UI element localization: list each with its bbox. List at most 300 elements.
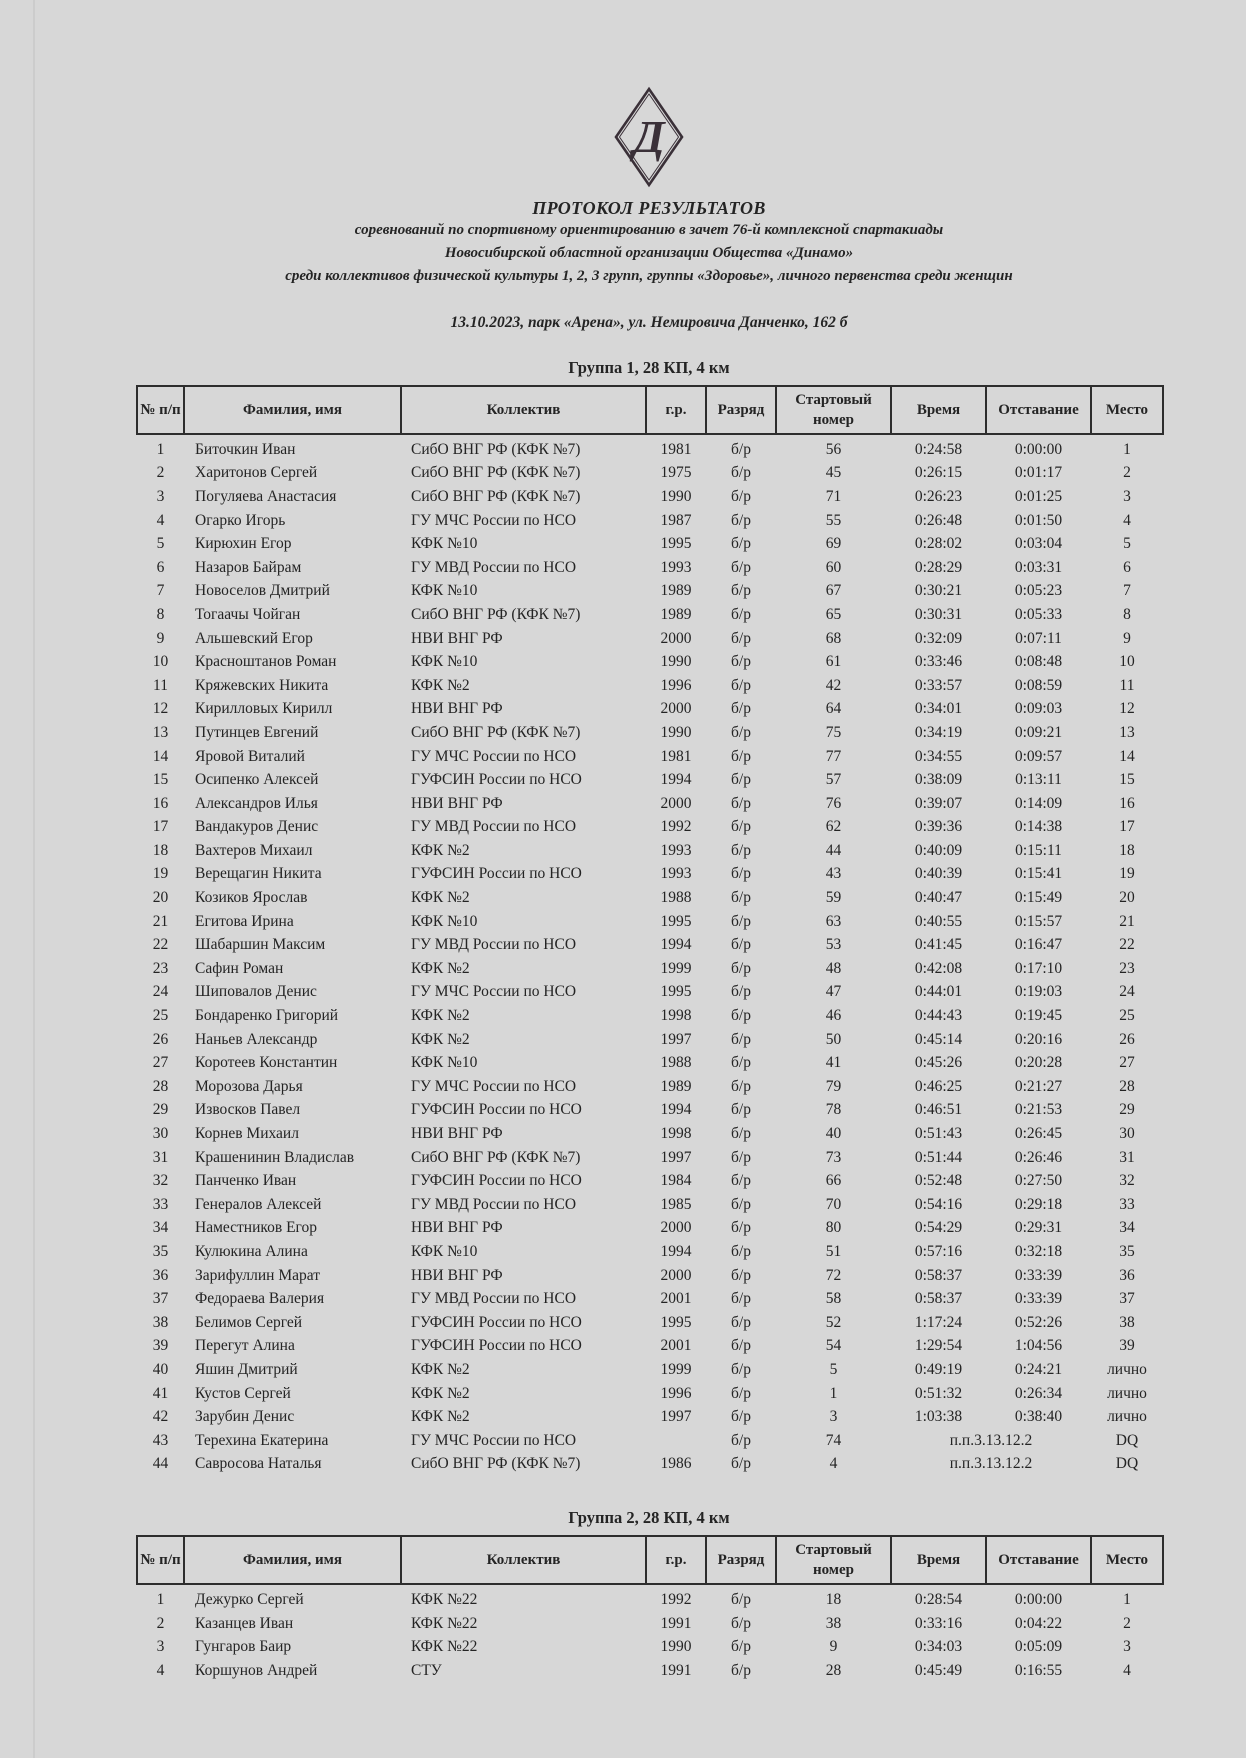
cell-team: КФК №2 bbox=[411, 1360, 470, 1378]
cell-time: 1:03:38 bbox=[914, 1408, 963, 1426]
table-row bbox=[137, 1405, 1163, 1429]
results-group bbox=[136, 358, 1162, 1476]
cell-name: Зарубин Денис bbox=[195, 1408, 295, 1426]
table-row bbox=[137, 1146, 1163, 1170]
cell-n: 27 bbox=[152, 1054, 169, 1072]
column-header-n: № п/п bbox=[137, 1536, 184, 1584]
cell-bib: 78 bbox=[825, 1101, 842, 1119]
cell-place: 15 bbox=[1119, 771, 1135, 789]
cell-time: 1:29:54 bbox=[914, 1337, 963, 1355]
cell-n: 29 bbox=[152, 1101, 169, 1119]
cell-time: 0:30:21 bbox=[914, 582, 963, 600]
cell-team: КФК №2 bbox=[411, 676, 470, 694]
cell-bib: 53 bbox=[825, 936, 842, 954]
cell-gap: 0:26:46 bbox=[1014, 1148, 1063, 1166]
cell-n: 2 bbox=[156, 1614, 165, 1632]
cell-yob: 1999 bbox=[660, 1360, 692, 1378]
cell-name: Кирилловых Кирилл bbox=[195, 700, 333, 718]
cell-gap: 0:19:45 bbox=[1014, 1007, 1063, 1025]
cell-n: 42 bbox=[152, 1408, 169, 1426]
cell-name: Кулюкина Алина bbox=[195, 1242, 308, 1260]
cell-name: Казанцев Иван bbox=[195, 1614, 294, 1632]
cell-place: 24 bbox=[1119, 983, 1135, 1001]
header-row bbox=[137, 1536, 1163, 1584]
cell-team: ГУФСИН России по НСО bbox=[411, 865, 582, 883]
cell-yob: 2000 bbox=[660, 700, 692, 718]
cell-gap: 0:09:21 bbox=[1014, 723, 1063, 741]
cell-n: 34 bbox=[152, 1219, 169, 1237]
cell-name: Крашенинин Владислав bbox=[195, 1148, 355, 1166]
cell-bib: 46 bbox=[825, 1007, 842, 1025]
cell-yob: 1991 bbox=[660, 1661, 692, 1679]
table-row bbox=[137, 1051, 1163, 1075]
cell-gap: 0:00:00 bbox=[1014, 440, 1063, 458]
cell-place: 1 bbox=[1123, 440, 1131, 458]
cell-place: 36 bbox=[1119, 1266, 1135, 1284]
cell-gap: 0:05:09 bbox=[1014, 1638, 1063, 1656]
cell-team: ГУ МВД России по НСО bbox=[411, 936, 577, 954]
cell-name: Вандакуров Денис bbox=[195, 818, 319, 836]
cell-yob: 1995 bbox=[660, 912, 692, 930]
cell-yob: 1997 bbox=[660, 1030, 692, 1048]
cell-gap: 0:03:31 bbox=[1014, 558, 1063, 576]
cell-yob: 1995 bbox=[660, 535, 692, 553]
cell-name: Красноштанов Роман bbox=[195, 653, 337, 671]
svg-text:Д: Д bbox=[633, 111, 665, 162]
cell-team: НВИ ВНГ РФ bbox=[411, 1219, 503, 1237]
cell-rank: б/р bbox=[731, 1337, 751, 1355]
cell-team: СибО ВНГ РФ (КФК №7) bbox=[411, 487, 581, 505]
cell-n: 21 bbox=[152, 912, 169, 930]
cell-name: Белимов Сергей bbox=[195, 1313, 303, 1331]
document-subtitle-line-2: Новосибирской областной организации Общества «Динамо» bbox=[444, 245, 854, 261]
cell-name: Морозова Дарья bbox=[195, 1077, 303, 1095]
cell-team: ГУ МЧС России по НСО bbox=[411, 983, 577, 1001]
table-row bbox=[137, 1122, 1163, 1146]
column-header-rank: Разряд bbox=[706, 1536, 776, 1584]
cell-gap: 0:15:57 bbox=[1014, 912, 1063, 930]
cell-rank: б/р bbox=[731, 865, 751, 883]
cell-team: ГУ МЧС России по НСО bbox=[411, 1077, 577, 1095]
cell-n: 38 bbox=[152, 1313, 169, 1331]
cell-place: лично bbox=[1107, 1408, 1147, 1426]
cell-team: ГУ МЧС России по НСО bbox=[411, 511, 577, 529]
cell-team: НВИ ВНГ РФ bbox=[411, 700, 503, 718]
cell-rank: б/р bbox=[731, 1007, 751, 1025]
cell-n: 11 bbox=[153, 676, 168, 694]
table-row bbox=[137, 1358, 1163, 1382]
cell-n: 30 bbox=[152, 1125, 169, 1143]
cell-yob: 2000 bbox=[660, 629, 692, 647]
table-row bbox=[137, 1635, 1163, 1659]
cell-rank: б/р bbox=[731, 487, 751, 505]
cell-time: 0:34:01 bbox=[914, 700, 963, 718]
table-row bbox=[137, 886, 1163, 910]
cell-gap: 0:16:47 bbox=[1014, 936, 1063, 954]
cell-rank: б/р bbox=[731, 1431, 751, 1449]
cell-time: 0:30:31 bbox=[914, 605, 963, 623]
cell-gap: 0:00:00 bbox=[1014, 1590, 1063, 1608]
cell-name: Погуляева Анастасия bbox=[195, 487, 337, 505]
cell-n: 33 bbox=[152, 1195, 169, 1213]
cell-rank: б/р bbox=[731, 582, 751, 600]
cell-team: ГУ МВД России по НСО bbox=[411, 818, 577, 836]
cell-team: КФК №2 bbox=[411, 841, 470, 859]
cell-team: КФК №10 bbox=[411, 535, 478, 553]
table-row bbox=[137, 1169, 1163, 1193]
cell-rank: б/р bbox=[731, 700, 751, 718]
cell-name: Гунгаров Баир bbox=[195, 1638, 292, 1656]
cell-team: КФК №10 bbox=[411, 1054, 478, 1072]
cell-yob: 1981 bbox=[660, 440, 692, 458]
column-header-yob: г.р. bbox=[646, 386, 706, 434]
cell-n: 4 bbox=[156, 1661, 165, 1679]
cell-rank: б/р bbox=[731, 912, 751, 930]
cell-place: 27 bbox=[1119, 1054, 1135, 1072]
cell-yob: 1996 bbox=[660, 676, 692, 694]
cell-yob: 1989 bbox=[660, 582, 692, 600]
table-row bbox=[137, 674, 1163, 698]
cell-rank: б/р bbox=[731, 1172, 751, 1190]
cell-place: 4 bbox=[1123, 511, 1131, 529]
cell-rank: б/р bbox=[731, 653, 751, 671]
cell-name: Яровой Виталий bbox=[195, 747, 305, 765]
cell-time: 0:51:43 bbox=[914, 1125, 963, 1143]
cell-bib: 77 bbox=[825, 747, 842, 765]
cell-n: 23 bbox=[152, 959, 169, 977]
table-row bbox=[137, 1659, 1163, 1683]
cell-name: Яшин Дмитрий bbox=[195, 1360, 298, 1378]
cell-team: ГУФСИН России по НСО bbox=[411, 1313, 582, 1331]
cell-place: DQ bbox=[1115, 1455, 1139, 1473]
cell-name: Панченко Иван bbox=[195, 1172, 297, 1190]
cell-n: 3 bbox=[156, 487, 165, 505]
cell-n: 2 bbox=[156, 464, 165, 482]
cell-n: 15 bbox=[152, 771, 169, 789]
cell-rank: б/р bbox=[731, 440, 751, 458]
cell-yob: 1990 bbox=[660, 723, 692, 741]
cell-place: DQ bbox=[1115, 1431, 1139, 1449]
cell-n: 37 bbox=[152, 1290, 169, 1308]
cell-rank: б/р bbox=[731, 1290, 751, 1308]
table-row bbox=[137, 462, 1163, 486]
cell-team: КФК №22 bbox=[411, 1638, 478, 1656]
cell-n: 19 bbox=[152, 865, 169, 883]
cell-bib: 41 bbox=[825, 1054, 842, 1072]
cell-team: ГУ МВД России по НСО bbox=[411, 1290, 577, 1308]
cell-rank: б/р bbox=[731, 629, 751, 647]
cell-yob: 2000 bbox=[660, 1219, 692, 1237]
cell-gap: 0:01:17 bbox=[1014, 464, 1063, 482]
cell-time: 0:38:09 bbox=[914, 771, 963, 789]
cell-team: КФК №2 bbox=[411, 1030, 470, 1048]
table-row bbox=[137, 509, 1163, 533]
cell-time: 0:24:58 bbox=[914, 440, 963, 458]
cell-bib: 59 bbox=[825, 889, 842, 907]
cell-time: 0:46:51 bbox=[914, 1101, 963, 1119]
cell-place: 3 bbox=[1123, 1638, 1131, 1656]
cell-n: 44 bbox=[152, 1455, 169, 1473]
cell-n: 12 bbox=[152, 700, 169, 718]
cell-n: 16 bbox=[152, 794, 169, 812]
cell-bib: 50 bbox=[825, 1030, 842, 1048]
cell-bib: 40 bbox=[825, 1125, 842, 1143]
cell-rank: б/р bbox=[731, 723, 751, 741]
table-row bbox=[137, 1075, 1163, 1099]
table-row bbox=[137, 863, 1163, 887]
cell-place: лично bbox=[1107, 1360, 1147, 1378]
cell-place: 1 bbox=[1123, 1590, 1131, 1608]
cell-team: ГУФСИН России по НСО bbox=[411, 1101, 582, 1119]
cell-gap: 0:08:48 bbox=[1014, 653, 1063, 671]
cell-bib: 66 bbox=[825, 1172, 842, 1190]
table-row bbox=[137, 910, 1163, 934]
cell-team: ГУФСИН России по НСО bbox=[411, 771, 582, 789]
column-header-bib: Стартовый номер bbox=[776, 1536, 891, 1584]
cell-place: 22 bbox=[1119, 936, 1135, 954]
cell-gap: 0:33:39 bbox=[1014, 1290, 1063, 1308]
cell-rank: б/р bbox=[731, 1195, 751, 1213]
column-header-bib: Стартовый номер bbox=[776, 386, 891, 434]
cell-rank: б/р bbox=[731, 1125, 751, 1143]
cell-n: 5 bbox=[156, 535, 165, 553]
cell-time: 0:57:16 bbox=[914, 1242, 963, 1260]
table-row bbox=[137, 1240, 1163, 1264]
cell-time: 0:44:43 bbox=[914, 1007, 963, 1025]
cell-yob: 1993 bbox=[660, 558, 692, 576]
cell-name: Зарифуллин Марат bbox=[195, 1266, 321, 1284]
cell-name: Путинцев Евгений bbox=[195, 723, 319, 741]
cell-rank: б/р bbox=[731, 535, 751, 553]
cell-bib: 51 bbox=[825, 1242, 842, 1260]
cell-gap: 0:05:33 bbox=[1014, 605, 1063, 623]
cell-rank: б/р bbox=[731, 511, 751, 529]
table-row bbox=[137, 1584, 1163, 1612]
cell-time: 0:45:26 bbox=[914, 1054, 963, 1072]
cell-yob: 1986 bbox=[660, 1455, 692, 1473]
table-row bbox=[137, 1004, 1163, 1028]
cell-time: 0:51:32 bbox=[914, 1384, 963, 1402]
cell-place: 19 bbox=[1119, 865, 1135, 883]
cell-place: 10 bbox=[1119, 653, 1135, 671]
cell-name: Генералов Алексей bbox=[195, 1195, 322, 1213]
cell-time: 0:28:29 bbox=[914, 558, 963, 576]
cell-yob: 1989 bbox=[660, 1077, 692, 1095]
cell-time: 0:28:02 bbox=[914, 535, 963, 553]
cell-bib: 45 bbox=[825, 464, 842, 482]
cell-bib: 72 bbox=[825, 1266, 842, 1284]
column-header-yob: г.р. bbox=[646, 1536, 706, 1584]
event-date-location: 13.10.2023, парк «Арена», ул. Немировича Данченко, 162 б bbox=[450, 314, 848, 331]
cell-place: 13 bbox=[1119, 723, 1135, 741]
cell-name: Федораева Валерия bbox=[195, 1290, 325, 1308]
cell-time: 0:32:09 bbox=[914, 629, 963, 647]
cell-yob: 1999 bbox=[660, 959, 692, 977]
cell-rank: б/р bbox=[731, 889, 751, 907]
cell-time: 0:45:14 bbox=[914, 1030, 963, 1048]
cell-gap: 0:15:11 bbox=[1015, 841, 1062, 859]
cell-n: 43 bbox=[152, 1431, 169, 1449]
cell-name: Кряжевских Никита bbox=[195, 676, 329, 694]
cell-yob: 1998 bbox=[660, 1007, 692, 1025]
cell-name: Козиков Ярослав bbox=[195, 889, 308, 907]
cell-name: Новоселов Дмитрий bbox=[195, 582, 330, 600]
column-header-name: Фамилия, имя bbox=[184, 386, 401, 434]
table-row bbox=[137, 1217, 1163, 1241]
cell-bib: 42 bbox=[825, 676, 842, 694]
cell-yob: 1994 bbox=[660, 771, 692, 789]
cell-team: ГУ МЧС России по НСО bbox=[411, 1431, 577, 1449]
cell-time: 0:39:36 bbox=[914, 818, 963, 836]
cell-n: 28 bbox=[152, 1077, 169, 1095]
cell-n: 36 bbox=[152, 1266, 169, 1284]
group-title: Группа 2, 28 КП, 4 км bbox=[568, 1508, 730, 1528]
cell-team: НВИ ВНГ РФ bbox=[411, 629, 503, 647]
cell-n: 1 bbox=[156, 440, 165, 458]
cell-rank: б/р bbox=[731, 1266, 751, 1284]
cell-place: 14 bbox=[1119, 747, 1135, 765]
cell-rank: б/р bbox=[731, 1313, 751, 1331]
column-header-time: Время bbox=[891, 386, 986, 434]
document-content bbox=[136, 0, 1162, 1683]
cell-rank: б/р bbox=[731, 1030, 751, 1048]
cell-rank: б/р bbox=[731, 1638, 751, 1656]
cell-time: 0:34:19 bbox=[914, 723, 963, 741]
cell-bib: 63 bbox=[825, 912, 842, 930]
cell-time: 0:40:39 bbox=[914, 865, 963, 883]
cell-yob: 1994 bbox=[660, 1242, 692, 1260]
cell-team: СибО ВНГ РФ (КФК №7) bbox=[411, 1455, 581, 1473]
cell-place: 6 bbox=[1123, 558, 1131, 576]
cell-name: Тогаачы Чойган bbox=[195, 605, 301, 623]
cell-gap: 0:15:41 bbox=[1014, 865, 1063, 883]
cell-place: 26 bbox=[1119, 1030, 1135, 1048]
cell-bib: 69 bbox=[825, 535, 842, 553]
cell-team: КФК №2 bbox=[411, 889, 470, 907]
cell-team: КФК №2 bbox=[411, 1408, 470, 1426]
table-row bbox=[137, 1028, 1163, 1052]
cell-place: 18 bbox=[1119, 841, 1135, 859]
cell-yob: 1997 bbox=[660, 1148, 692, 1166]
cell-bib: 58 bbox=[825, 1290, 842, 1308]
cell-bib: 1 bbox=[829, 1384, 838, 1402]
table-row bbox=[137, 816, 1163, 840]
cell-rank: б/р bbox=[731, 1360, 751, 1378]
table-row bbox=[137, 1287, 1163, 1311]
table-row bbox=[137, 1612, 1163, 1636]
cell-n: 1 bbox=[156, 1590, 165, 1608]
cell-bib: 52 bbox=[825, 1313, 842, 1331]
cell-gap: 0:16:55 bbox=[1014, 1661, 1063, 1679]
cell-name: Терехина Екатерина bbox=[195, 1431, 329, 1449]
cell-n: 18 bbox=[152, 841, 169, 859]
cell-n: 13 bbox=[152, 723, 169, 741]
cell-place: 33 bbox=[1119, 1195, 1135, 1213]
cell-n: 22 bbox=[152, 936, 169, 954]
cell-n: 24 bbox=[152, 983, 169, 1001]
cell-place: 8 bbox=[1123, 605, 1131, 623]
cell-place: 29 bbox=[1119, 1101, 1135, 1119]
results-table bbox=[136, 1535, 1164, 1682]
cell-place: 32 bbox=[1119, 1172, 1135, 1190]
table-row bbox=[137, 532, 1163, 556]
cell-place: 23 bbox=[1119, 959, 1135, 977]
dynamo-logo bbox=[136, 0, 1162, 188]
cell-name: Егитова Ирина bbox=[195, 912, 294, 930]
cell-bib: 76 bbox=[825, 794, 842, 812]
cell-place: 5 bbox=[1123, 535, 1131, 553]
cell-name: Дежурко Сергей bbox=[195, 1590, 304, 1608]
cell-place: лично bbox=[1107, 1384, 1147, 1402]
cell-gap: 0:29:31 bbox=[1014, 1219, 1063, 1237]
cell-n: 26 bbox=[152, 1030, 169, 1048]
cell-time: 0:58:37 bbox=[914, 1290, 963, 1308]
cell-rank: б/р bbox=[731, 1077, 751, 1095]
cell-place: 12 bbox=[1119, 700, 1135, 718]
cell-time: 0:54:16 bbox=[914, 1195, 963, 1213]
cell-bib: 62 bbox=[825, 818, 842, 836]
cell-bib: 79 bbox=[825, 1077, 842, 1095]
cell-yob: 2001 bbox=[660, 1290, 692, 1308]
cell-bib: 56 bbox=[825, 440, 842, 458]
results-group bbox=[136, 1508, 1162, 1682]
document-subtitle-line-1: соревнований по спортивному ориентированию в зачет 76-й комплексной спартакиады bbox=[354, 222, 944, 238]
cell-gap: 1:04:56 bbox=[1014, 1337, 1063, 1355]
cell-n: 41 bbox=[152, 1384, 169, 1402]
cell-yob: 2001 bbox=[660, 1337, 692, 1355]
cell-place: 28 bbox=[1119, 1077, 1135, 1095]
cell-time: 0:45:49 bbox=[914, 1661, 963, 1679]
cell-yob: 1990 bbox=[660, 653, 692, 671]
cell-yob: 1989 bbox=[660, 605, 692, 623]
cell-gap: 0:20:28 bbox=[1014, 1054, 1063, 1072]
cell-team: КФК №2 bbox=[411, 1007, 470, 1025]
cell-name: Харитонов Сергей bbox=[195, 464, 318, 482]
cell-yob: 1993 bbox=[660, 865, 692, 883]
cell-time: 0:28:54 bbox=[914, 1590, 963, 1608]
cell-name: Кустов Сергей bbox=[195, 1384, 291, 1402]
column-header-place: Место bbox=[1091, 386, 1163, 434]
cell-team: НВИ ВНГ РФ bbox=[411, 794, 503, 812]
cell-yob: 1990 bbox=[660, 1638, 692, 1656]
table-row bbox=[137, 1382, 1163, 1406]
table-row bbox=[137, 1099, 1163, 1123]
cell-bib: 28 bbox=[825, 1661, 842, 1679]
table-row bbox=[137, 745, 1163, 769]
cell-place: 25 bbox=[1119, 1007, 1135, 1025]
cell-rank: б/р bbox=[731, 1455, 751, 1473]
cell-n: 9 bbox=[156, 629, 165, 647]
cell-bib: 9 bbox=[829, 1638, 838, 1656]
cell-team: ГУ МВД России по НСО bbox=[411, 558, 577, 576]
cell-rank: б/р bbox=[731, 1384, 751, 1402]
table-row bbox=[137, 792, 1163, 816]
table-row bbox=[137, 839, 1163, 863]
cell-place: 2 bbox=[1123, 464, 1131, 482]
cell-yob: 1996 bbox=[660, 1384, 692, 1402]
cell-gap: 0:26:34 bbox=[1014, 1384, 1063, 1402]
cell-yob: 1993 bbox=[660, 841, 692, 859]
cell-bib: 55 bbox=[825, 511, 842, 529]
cell-n: 31 bbox=[152, 1148, 169, 1166]
cell-gap: 0:01:50 bbox=[1014, 511, 1063, 529]
cell-name: Коротеев Константин bbox=[195, 1054, 338, 1072]
cell-gap: 0:52:26 bbox=[1014, 1313, 1063, 1331]
table-row bbox=[137, 768, 1163, 792]
cell-yob: 1992 bbox=[660, 1590, 692, 1608]
cell-bib: 67 bbox=[825, 582, 842, 600]
cell-time: 1:17:24 bbox=[914, 1313, 963, 1331]
